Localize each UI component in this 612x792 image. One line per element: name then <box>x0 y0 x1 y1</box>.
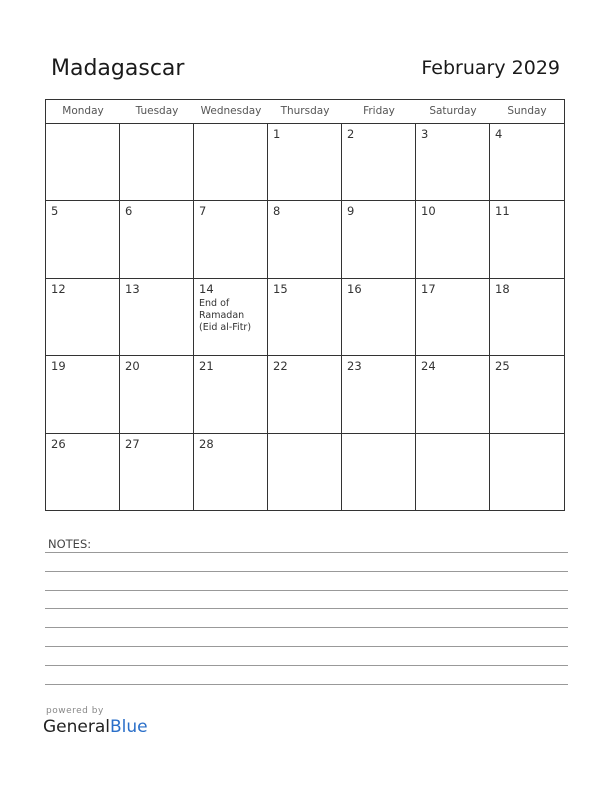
weekday-label: Friday <box>363 105 395 117</box>
day-cell <box>268 279 342 356</box>
day-cell <box>46 124 120 201</box>
day-number: 20 <box>125 359 140 374</box>
brand-blue: Blue <box>110 717 148 737</box>
day-cell <box>194 356 268 433</box>
day-cell <box>120 434 194 511</box>
day-number: 19 <box>51 359 66 374</box>
day-cell <box>416 201 490 278</box>
day-cell <box>46 279 120 356</box>
weekday-label: Saturday <box>429 105 477 117</box>
day-number: 6 <box>125 204 133 219</box>
day-cell <box>416 124 490 201</box>
day-cell <box>342 434 416 511</box>
weekday-label: Sunday <box>507 105 547 117</box>
day-cells <box>46 124 564 511</box>
day-cell <box>268 201 342 278</box>
brand-logo <box>43 717 148 737</box>
brand-general: General <box>43 717 110 737</box>
day-cell <box>46 434 120 511</box>
notes-line <box>45 552 568 553</box>
day-number: 22 <box>273 359 288 374</box>
calendar-grid <box>45 99 565 511</box>
day-cell <box>194 124 268 201</box>
month-title: February 2029 <box>421 57 560 79</box>
day-number: 4 <box>495 127 503 141</box>
day-number: 10 <box>421 204 436 219</box>
day-cell <box>46 201 120 278</box>
notes-line <box>45 665 568 666</box>
notes-line <box>45 608 568 609</box>
day-number: 23 <box>347 359 362 374</box>
day-number: 1 <box>273 127 281 141</box>
notes-label: NOTES: <box>48 537 92 551</box>
day-cell <box>46 356 120 433</box>
day-cell <box>342 279 416 356</box>
day-number: 13 <box>125 281 140 296</box>
day-number: 14 <box>199 281 214 296</box>
day-cell <box>416 356 490 433</box>
notes-line <box>45 590 568 591</box>
notes-line <box>45 571 568 572</box>
day-number: 15 <box>273 281 288 296</box>
weekday-label: Monday <box>62 105 104 117</box>
day-cell <box>268 356 342 433</box>
day-number: 11 <box>495 204 510 219</box>
day-number: 8 <box>273 204 281 219</box>
day-number: 18 <box>495 281 510 296</box>
day-cell <box>194 434 268 511</box>
holiday-label: End of Ramadan (Eid al-Fitr) <box>199 297 252 333</box>
day-cell <box>342 201 416 278</box>
day-cell <box>268 124 342 201</box>
country-title: Madagascar <box>51 56 185 81</box>
day-cell <box>490 201 564 278</box>
weekday-label: Thursday <box>280 105 330 117</box>
day-cell <box>194 201 268 278</box>
day-number: 9 <box>347 204 355 219</box>
day-number: 5 <box>51 204 59 219</box>
day-number: 25 <box>495 359 510 374</box>
day-cell <box>120 124 194 201</box>
day-cell <box>416 434 490 511</box>
day-cell <box>490 124 564 201</box>
day-cell <box>342 124 416 201</box>
day-number: 24 <box>421 359 436 374</box>
day-cell <box>194 279 268 356</box>
day-cell <box>342 356 416 433</box>
weekday-label: Tuesday <box>135 105 179 117</box>
day-number: 26 <box>51 436 66 451</box>
weekday-header <box>46 100 564 124</box>
day-cell <box>268 434 342 511</box>
day-cell <box>120 279 194 356</box>
day-cell <box>120 356 194 433</box>
weekday-label: Wednesday <box>200 105 262 117</box>
day-number: 21 <box>199 359 214 374</box>
day-number: 17 <box>421 281 436 296</box>
powered-by-text: powered by <box>46 706 104 716</box>
day-cell <box>416 279 490 356</box>
day-cell <box>120 201 194 278</box>
day-number: 3 <box>421 127 429 141</box>
day-cell <box>490 356 564 433</box>
day-number: 7 <box>199 204 207 219</box>
day-cell <box>490 434 564 511</box>
day-number: 28 <box>199 436 214 451</box>
day-cell <box>490 279 564 356</box>
day-number: 12 <box>51 281 66 296</box>
day-number: 27 <box>125 436 140 451</box>
day-number: 16 <box>347 281 362 296</box>
notes-line <box>45 646 568 647</box>
notes-line <box>45 684 568 685</box>
day-number: 2 <box>347 127 355 141</box>
notes-line <box>45 627 568 628</box>
